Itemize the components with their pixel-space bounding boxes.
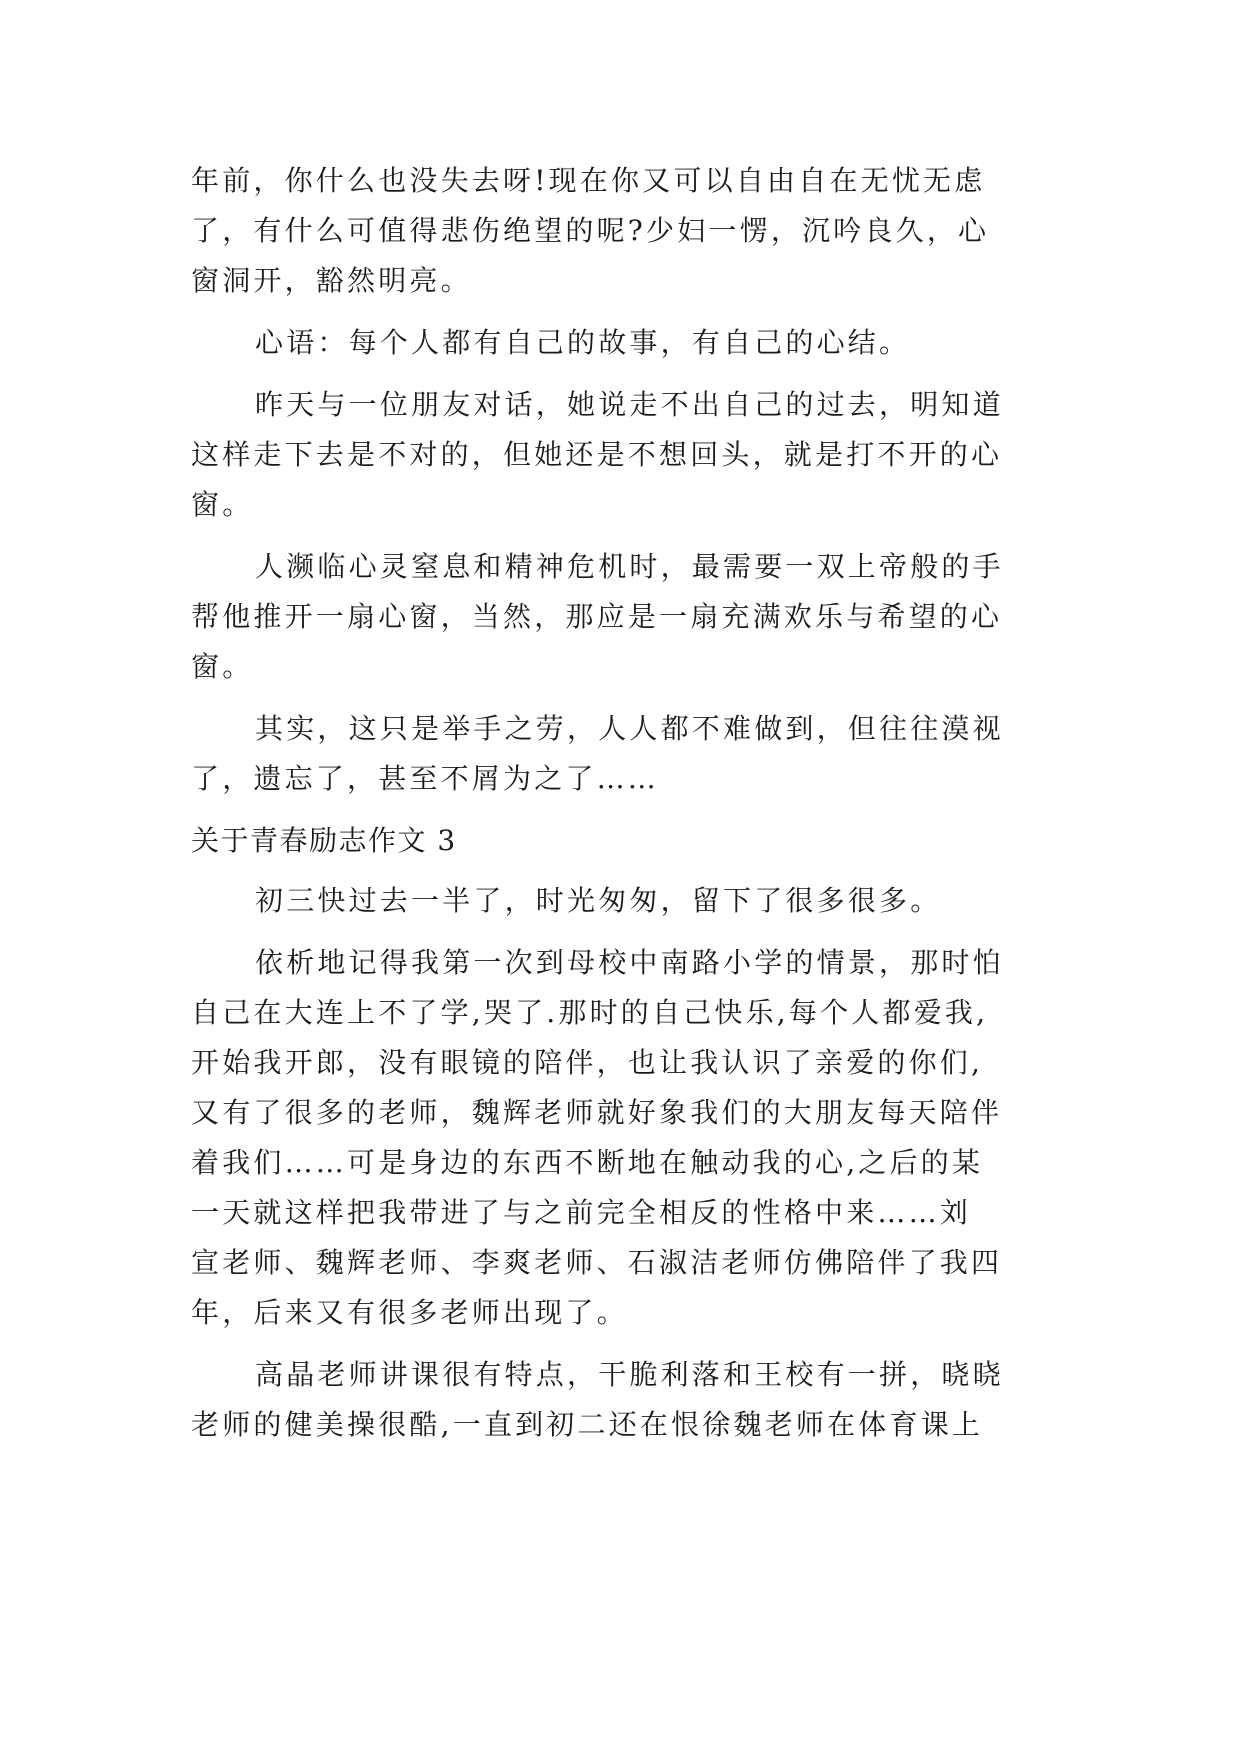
text-line: 依析地记得我第一次到母校中南路小学的情景，那时怕 <box>255 946 1004 979</box>
paragraph <box>191 938 1061 1338</box>
text-line: 昨天与一位朋友对话，她说走不出自己的过去，明知道 <box>255 388 1004 421</box>
text-line: 宣老师、魏辉老师、李爽老师、石淑洁老师仿佛陪伴了我四 <box>191 1246 1003 1279</box>
text-line: 了，遗忘了，甚至不屑为之了…… <box>191 762 660 795</box>
paragraph <box>191 156 1061 306</box>
paragraph <box>191 542 1061 692</box>
text-line: 老师的健美操很酷,一直到初二还在恨徐魏老师在体育课上 <box>191 1408 984 1441</box>
text-line: 窗。 <box>191 488 254 521</box>
text-line: 高晶老师讲课很有特点，干脆利落和王校有一拼，晓晓 <box>255 1358 1004 1391</box>
paragraph <box>191 318 1061 368</box>
text-line: 帮他推开一扇心窗，当然，那应是一扇充满欢乐与希望的心 <box>191 600 1003 633</box>
text-line: 开始我开郎，没有眼镜的陪伴，也让我认识了亲爱的你们, <box>191 1046 984 1079</box>
text-line: 窗洞开，豁然明亮。 <box>191 264 472 297</box>
text-line: 其实，这只是举手之劳，人人都不难做到，但往往漠视 <box>255 712 1004 745</box>
document-body <box>191 156 1061 1462</box>
text-line: 了，有什么可值得悲伤绝望的呢?少妇一愣，沉吟良久，心 <box>191 214 990 247</box>
text-line: 窗。 <box>191 650 254 683</box>
text-line: 一天就这样把我带进了与之前完全相反的性格中来……刘 <box>191 1196 972 1229</box>
paragraph <box>191 1350 1061 1450</box>
text-line: 这样走下去是不对的，但她还是不想回头，就是打不开的心 <box>191 438 1003 471</box>
text-line: 年前，你什么也没失去呀!现在你又可以自由自在无忧无虑 <box>191 164 986 197</box>
paragraph <box>191 380 1061 530</box>
section-heading: 关于青春励志作文 3 <box>191 824 457 857</box>
text-line: 初三快过去一半了，时光匆匆，留下了很多很多。 <box>255 884 942 917</box>
text-line: 又有了很多的老师，魏辉老师就好象我们的大朋友每天陪伴 <box>191 1096 1003 1129</box>
text-line: 年，后来又有很多老师出现了。 <box>191 1296 628 1329</box>
text-line: 心语：每个人都有自己的故事，有自己的心结。 <box>255 326 911 359</box>
text-line: 着我们……可是身边的东西不断地在触动我的心,之后的某 <box>191 1146 984 1179</box>
paragraph <box>191 704 1061 804</box>
text-line: 自己在大连上不了学,哭了.那时的自己快乐,每个人都爱我, <box>191 996 989 1029</box>
paragraph <box>191 876 1061 926</box>
text-line: 人濒临心灵窒息和精神危机时，最需要一双上帝般的手 <box>255 550 1004 583</box>
